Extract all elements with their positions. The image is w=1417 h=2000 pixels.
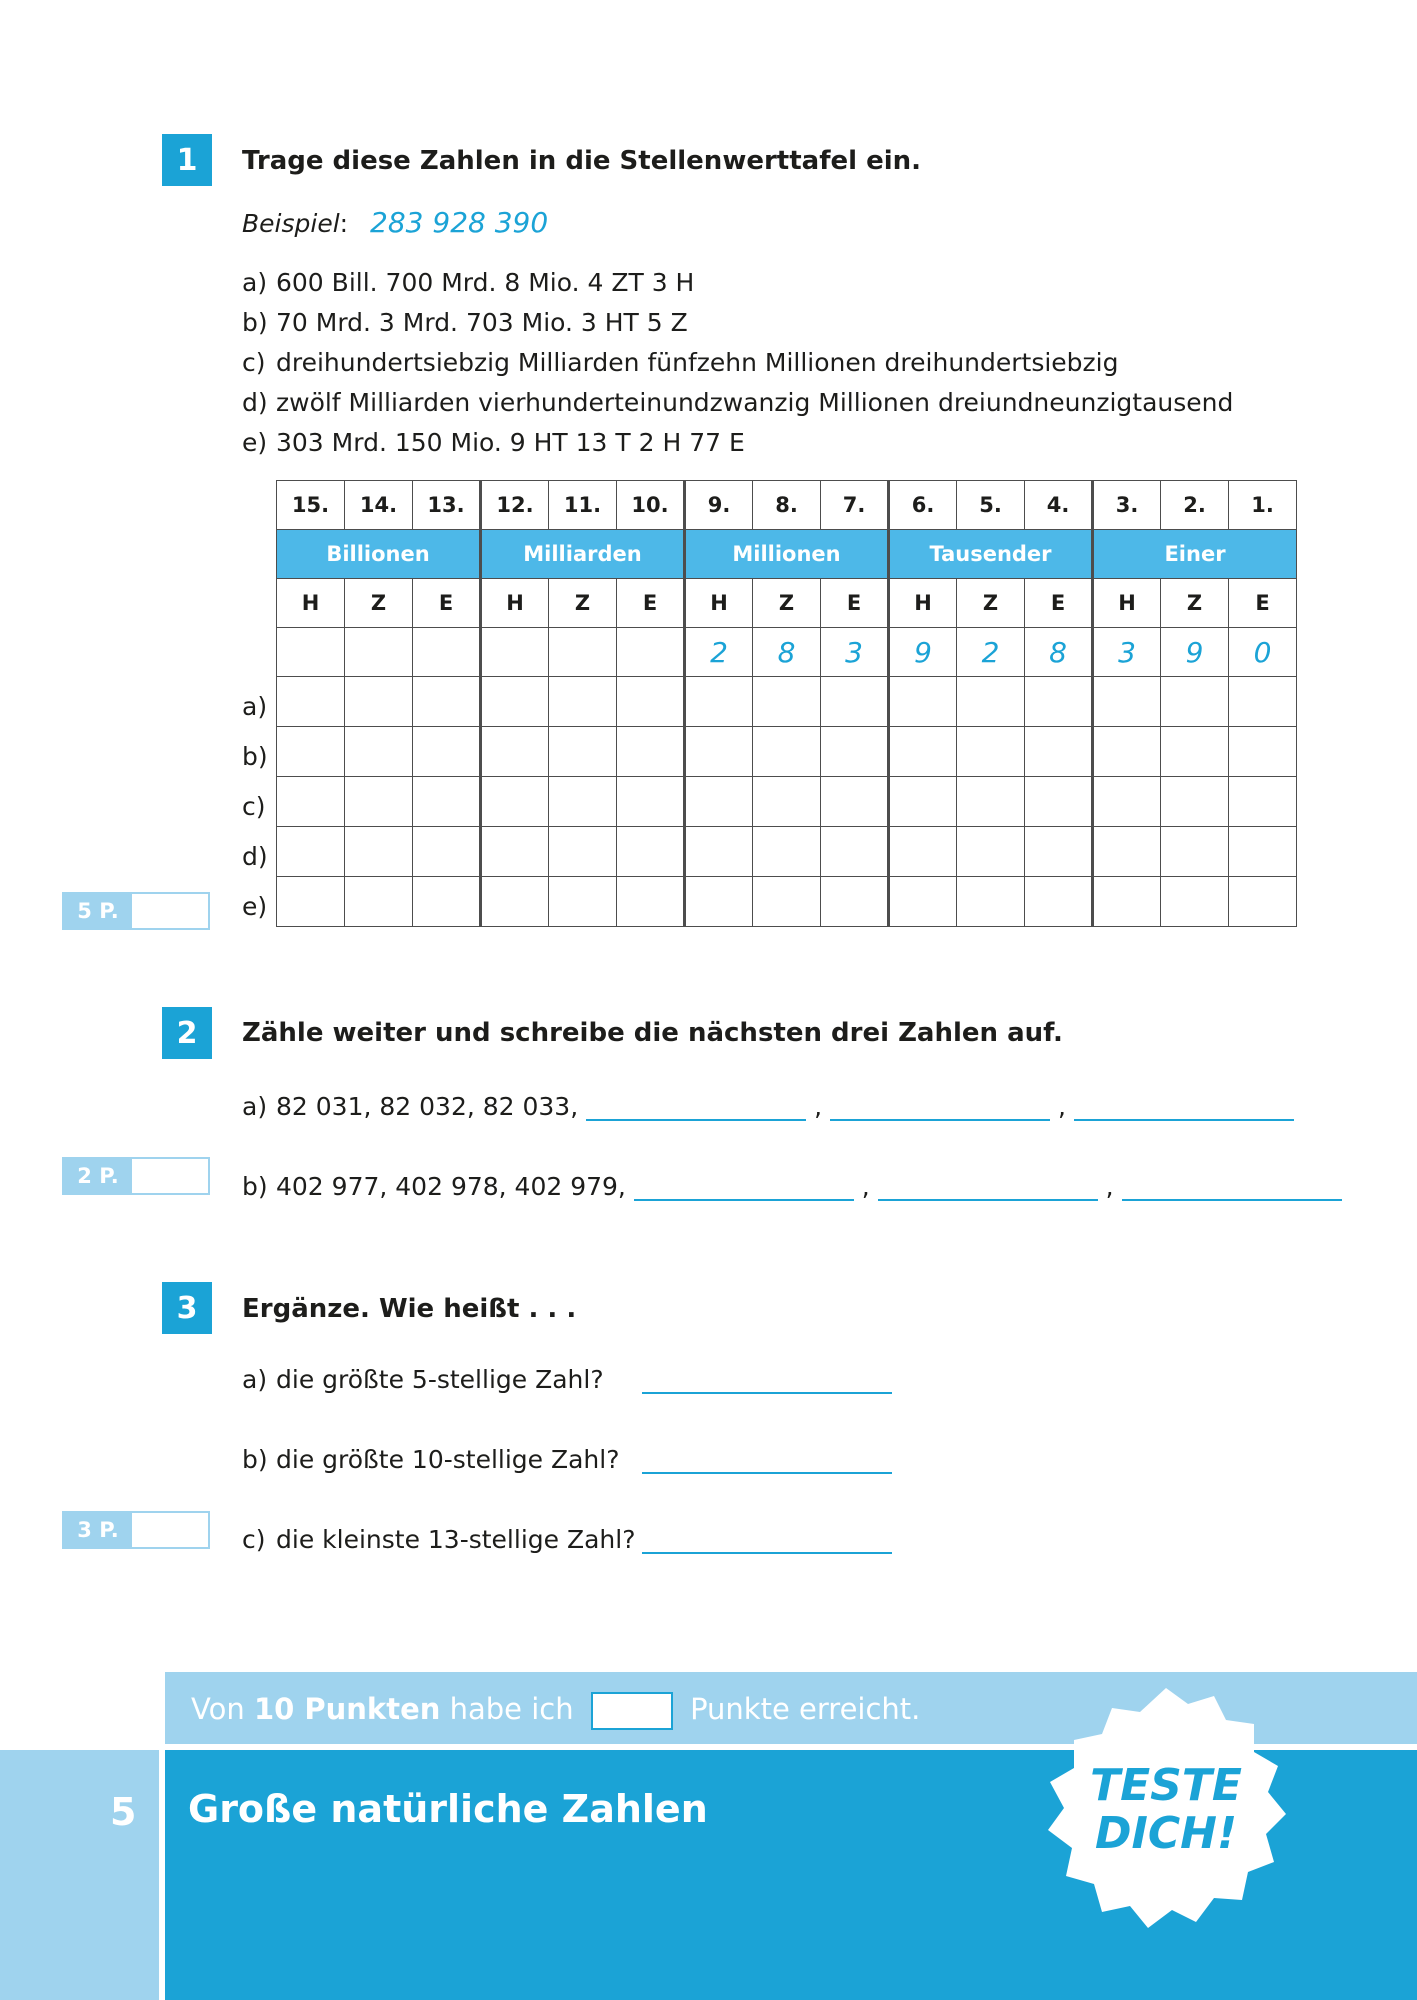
badge-line2: DICH!	[1094, 1808, 1238, 1859]
item-label: b)	[242, 1172, 268, 1201]
item-text: zwölf Milliarden vierhunderteinundzwanzig Millionen dreiundneunzigtausend	[276, 388, 1234, 417]
answer-cell[interactable]	[549, 727, 617, 777]
answer-line[interactable]	[1074, 1093, 1294, 1121]
example-digit	[345, 628, 413, 677]
task-title-1: Trage diese Zahlen in die Stellenwerttafel ein.	[242, 146, 922, 176]
answer-cell[interactable]	[345, 827, 413, 877]
answer-cell[interactable]	[821, 827, 889, 877]
answer-cell[interactable]	[277, 777, 345, 827]
answer-cell[interactable]	[889, 777, 957, 827]
answer-cell[interactable]	[685, 877, 753, 927]
task-title-2: Zähle weiter und schreibe die nächsten drei Zahlen auf.	[242, 1018, 1063, 1048]
place-cell: H	[685, 579, 753, 628]
answer-cell[interactable]	[549, 677, 617, 727]
task3-item-b	[242, 1445, 620, 1474]
answer-cell[interactable]	[481, 877, 549, 927]
answer-cell[interactable]	[277, 827, 345, 877]
answer-row-c[interactable]	[277, 777, 1297, 827]
answer-cell[interactable]	[345, 677, 413, 727]
example-digit: 9	[889, 628, 957, 677]
group-header: Millionen	[685, 530, 889, 579]
task-number-2: 2	[162, 1007, 212, 1059]
answer-cell[interactable]	[685, 677, 753, 727]
answer-cell[interactable]	[413, 877, 481, 927]
page-number: 5	[110, 1790, 137, 1834]
teste-dich-badge	[1040, 1682, 1292, 1934]
answer-cell[interactable]	[617, 677, 685, 727]
answer-cell[interactable]	[617, 827, 685, 877]
answer-cell[interactable]	[1093, 777, 1161, 827]
group-header: Tausender	[889, 530, 1093, 579]
position-cell: 1.	[1229, 481, 1297, 530]
place-cell: H	[481, 579, 549, 628]
group-header: Billionen	[277, 530, 481, 579]
example-line: Beispiel: 283 928 390	[242, 206, 549, 239]
example-value: 283 928 390	[370, 206, 549, 239]
answer-cell[interactable]	[685, 777, 753, 827]
answer-row-d[interactable]	[277, 827, 1297, 877]
task2-item-a	[242, 1092, 1294, 1121]
place-cell: Z	[1161, 579, 1229, 628]
example-digit	[481, 628, 549, 677]
example-digit: 8	[753, 628, 821, 677]
example-digit: 2	[957, 628, 1025, 677]
item-text: 82 031, 82 032, 82 033,	[276, 1092, 579, 1121]
answer-cell[interactable]	[753, 827, 821, 877]
answer-cell[interactable]	[1093, 877, 1161, 927]
answer-line[interactable]	[642, 1526, 892, 1554]
answer-cell[interactable]	[1093, 727, 1161, 777]
place-cell: Z	[957, 579, 1025, 628]
example-label: Beispiel	[242, 209, 340, 238]
position-cell: 5.	[957, 481, 1025, 530]
place-cell: E	[413, 579, 481, 628]
table-row-label: b)	[242, 742, 268, 771]
answer-line[interactable]	[634, 1173, 854, 1201]
position-cell: 12.	[481, 481, 549, 530]
answer-cell[interactable]	[1025, 777, 1093, 827]
answer-cell[interactable]	[957, 777, 1025, 827]
comma: ,	[1105, 1172, 1114, 1201]
answer-line[interactable]	[642, 1366, 892, 1394]
answer-cell[interactable]	[345, 877, 413, 927]
points-label: 2 P.	[64, 1159, 132, 1193]
example-digit	[617, 628, 685, 677]
answer-cell[interactable]	[413, 777, 481, 827]
answer-cell[interactable]	[1161, 777, 1229, 827]
place-cell: Z	[549, 579, 617, 628]
answer-cell[interactable]	[1161, 677, 1229, 727]
item-text: 600 Bill. 700 Mrd. 8 Mio. 4 ZT 3 H	[276, 268, 695, 297]
answer-cell[interactable]	[413, 677, 481, 727]
table-row-label: c)	[242, 792, 266, 821]
answer-cell[interactable]	[617, 727, 685, 777]
answer-cell[interactable]	[549, 877, 617, 927]
place-value-table	[276, 480, 1297, 927]
task1-item-b	[242, 308, 688, 337]
footer-left-strip	[0, 1750, 159, 2000]
example-row	[277, 628, 1297, 677]
answer-cell[interactable]	[1093, 827, 1161, 877]
points-label: 3 P.	[64, 1513, 132, 1547]
score-bold: 10 Punkten	[253, 1692, 441, 1726]
answer-line[interactable]	[586, 1093, 806, 1121]
place-cell: H	[889, 579, 957, 628]
table-row-label: e)	[242, 892, 268, 921]
answer-cell[interactable]	[481, 777, 549, 827]
answer-cell[interactable]	[957, 877, 1025, 927]
answer-cell[interactable]	[1229, 777, 1297, 827]
answer-cell[interactable]	[821, 677, 889, 727]
place-cell: H	[1093, 579, 1161, 628]
task1-item-c	[242, 348, 1119, 377]
item-text: die größte 10-stellige Zahl?	[276, 1445, 620, 1474]
answer-cell[interactable]	[277, 877, 345, 927]
comma: ,	[861, 1172, 870, 1201]
answer-line[interactable]	[642, 1446, 892, 1474]
answer-cell[interactable]	[481, 827, 549, 877]
answer-cell[interactable]	[1161, 877, 1229, 927]
example-digit: 9	[1161, 628, 1229, 677]
answer-row-e[interactable]	[277, 877, 1297, 927]
position-cell: 2.	[1161, 481, 1229, 530]
answer-cell[interactable]	[685, 827, 753, 877]
answer-cell[interactable]	[617, 877, 685, 927]
item-label: b)	[242, 308, 268, 337]
example-digit: 3	[821, 628, 889, 677]
chapter-title: Große natürliche Zahlen	[188, 1787, 708, 1831]
position-cell: 4.	[1025, 481, 1093, 530]
badge-shape	[1040, 1682, 1292, 1934]
answer-line[interactable]	[830, 1093, 1050, 1121]
answer-cell[interactable]	[1025, 677, 1093, 727]
answer-cell[interactable]	[549, 827, 617, 877]
answer-cell[interactable]	[1229, 677, 1297, 727]
answer-cell[interactable]	[957, 677, 1025, 727]
task-number-3: 3	[162, 1282, 212, 1334]
answer-cell[interactable]	[413, 827, 481, 877]
item-text: 402 977, 402 978, 402 979,	[276, 1172, 626, 1201]
item-label: c)	[242, 1525, 266, 1554]
answer-cell[interactable]	[821, 777, 889, 827]
answer-cell[interactable]	[821, 727, 889, 777]
answer-cell[interactable]	[957, 727, 1025, 777]
example-digit: 8	[1025, 628, 1093, 677]
place-cell: E	[821, 579, 889, 628]
example-digit	[277, 628, 345, 677]
task3-item-a	[242, 1365, 604, 1394]
score-prefix: Von	[191, 1692, 254, 1726]
position-cell: 11.	[549, 481, 617, 530]
example-digit	[413, 628, 481, 677]
place-cell: E	[1025, 579, 1093, 628]
item-label: e)	[242, 428, 268, 457]
position-cell: 13.	[413, 481, 481, 530]
answer-cell[interactable]	[1025, 727, 1093, 777]
example-digit: 3	[1093, 628, 1161, 677]
group-header: Milliarden	[481, 530, 685, 579]
total-score-input[interactable]	[591, 1692, 673, 1730]
place-cell: Z	[753, 579, 821, 628]
score-box-task2[interactable]	[62, 1157, 210, 1195]
answer-cell[interactable]	[753, 777, 821, 827]
task2-item-b	[242, 1172, 1342, 1201]
answer-line[interactable]	[1122, 1173, 1342, 1201]
table-row-label: d)	[242, 842, 268, 871]
position-cell: 15.	[277, 481, 345, 530]
item-text: 70 Mrd. 3 Mrd. 703 Mio. 3 HT 5 Z	[276, 308, 688, 337]
item-label: b)	[242, 1445, 268, 1474]
comma: ,	[814, 1092, 823, 1121]
group-row	[277, 530, 1297, 579]
answer-cell[interactable]	[753, 677, 821, 727]
answer-cell[interactable]	[617, 777, 685, 827]
task1-item-a	[242, 268, 694, 297]
answer-cell[interactable]	[753, 877, 821, 927]
answer-cell[interactable]	[345, 727, 413, 777]
points-label: 5 P.	[64, 894, 132, 928]
badge-line1: TESTE	[1090, 1760, 1242, 1811]
task-title-3: Ergänze. Wie heißt . . .	[242, 1294, 577, 1324]
example-digit: 0	[1229, 628, 1297, 677]
answer-line[interactable]	[878, 1173, 1098, 1201]
item-label: a)	[242, 1092, 268, 1121]
answer-cell[interactable]	[1229, 877, 1297, 927]
answer-cell[interactable]	[1093, 677, 1161, 727]
answer-cell[interactable]	[1025, 877, 1093, 927]
position-cell: 9.	[685, 481, 753, 530]
answer-cell[interactable]	[549, 777, 617, 827]
position-row	[277, 481, 1297, 530]
item-text: 303 Mrd. 150 Mio. 9 HT 13 T 2 H 77 E	[276, 428, 745, 457]
place-cell: H	[277, 579, 345, 628]
answer-row-a[interactable]	[277, 677, 1297, 727]
position-cell: 10.	[617, 481, 685, 530]
group-header: Einer	[1093, 530, 1297, 579]
item-label: d)	[242, 388, 268, 417]
place-cell: E	[1229, 579, 1297, 628]
position-cell: 3.	[1093, 481, 1161, 530]
item-text: die kleinste 13-stellige Zahl?	[276, 1525, 636, 1554]
answer-cell[interactable]	[753, 727, 821, 777]
answer-cell[interactable]	[685, 727, 753, 777]
position-cell: 14.	[345, 481, 413, 530]
answer-cell[interactable]	[481, 727, 549, 777]
answer-cell[interactable]	[481, 677, 549, 727]
answer-row-b[interactable]	[277, 727, 1297, 777]
score-box-task3[interactable]	[62, 1511, 210, 1549]
task-number-1: 1	[162, 134, 212, 186]
place-row	[277, 579, 1297, 628]
item-text: dreihundertsiebzig Milliarden fünfzehn Millionen dreihundertsiebzig	[276, 348, 1119, 377]
answer-cell[interactable]	[957, 827, 1025, 877]
answer-cell[interactable]	[1161, 827, 1229, 877]
example-digit	[549, 628, 617, 677]
position-cell: 7.	[821, 481, 889, 530]
task1-item-e	[242, 428, 745, 457]
comma: ,	[1057, 1092, 1066, 1121]
answer-cell[interactable]	[345, 777, 413, 827]
answer-cell[interactable]	[277, 677, 345, 727]
score-box-task1[interactable]	[62, 892, 210, 930]
item-text: die größte 5-stellige Zahl?	[276, 1365, 604, 1394]
item-label: a)	[242, 268, 268, 297]
answer-cell[interactable]	[889, 677, 957, 727]
position-cell: 6.	[889, 481, 957, 530]
task3-item-c	[242, 1525, 635, 1554]
answer-cell[interactable]	[1161, 727, 1229, 777]
answer-cell[interactable]	[1229, 727, 1297, 777]
answer-cell[interactable]	[277, 727, 345, 777]
score-mid: habe ich	[440, 1692, 574, 1726]
table-row-label: a)	[242, 692, 268, 721]
answer-cell[interactable]	[889, 727, 957, 777]
answer-cell[interactable]	[413, 727, 481, 777]
place-cell: Z	[345, 579, 413, 628]
score-suffix: Punkte erreicht.	[690, 1692, 921, 1726]
position-cell: 8.	[753, 481, 821, 530]
task1-item-d	[242, 388, 1233, 417]
example-digit: 2	[685, 628, 753, 677]
item-label: a)	[242, 1365, 268, 1394]
answer-cell[interactable]	[821, 877, 889, 927]
answer-cell[interactable]	[1025, 827, 1093, 877]
answer-cell[interactable]	[889, 827, 957, 877]
total-score-text	[191, 1692, 920, 1730]
answer-cell[interactable]	[889, 877, 957, 927]
answer-cell[interactable]	[1229, 827, 1297, 877]
item-label: c)	[242, 348, 266, 377]
place-cell: E	[617, 579, 685, 628]
